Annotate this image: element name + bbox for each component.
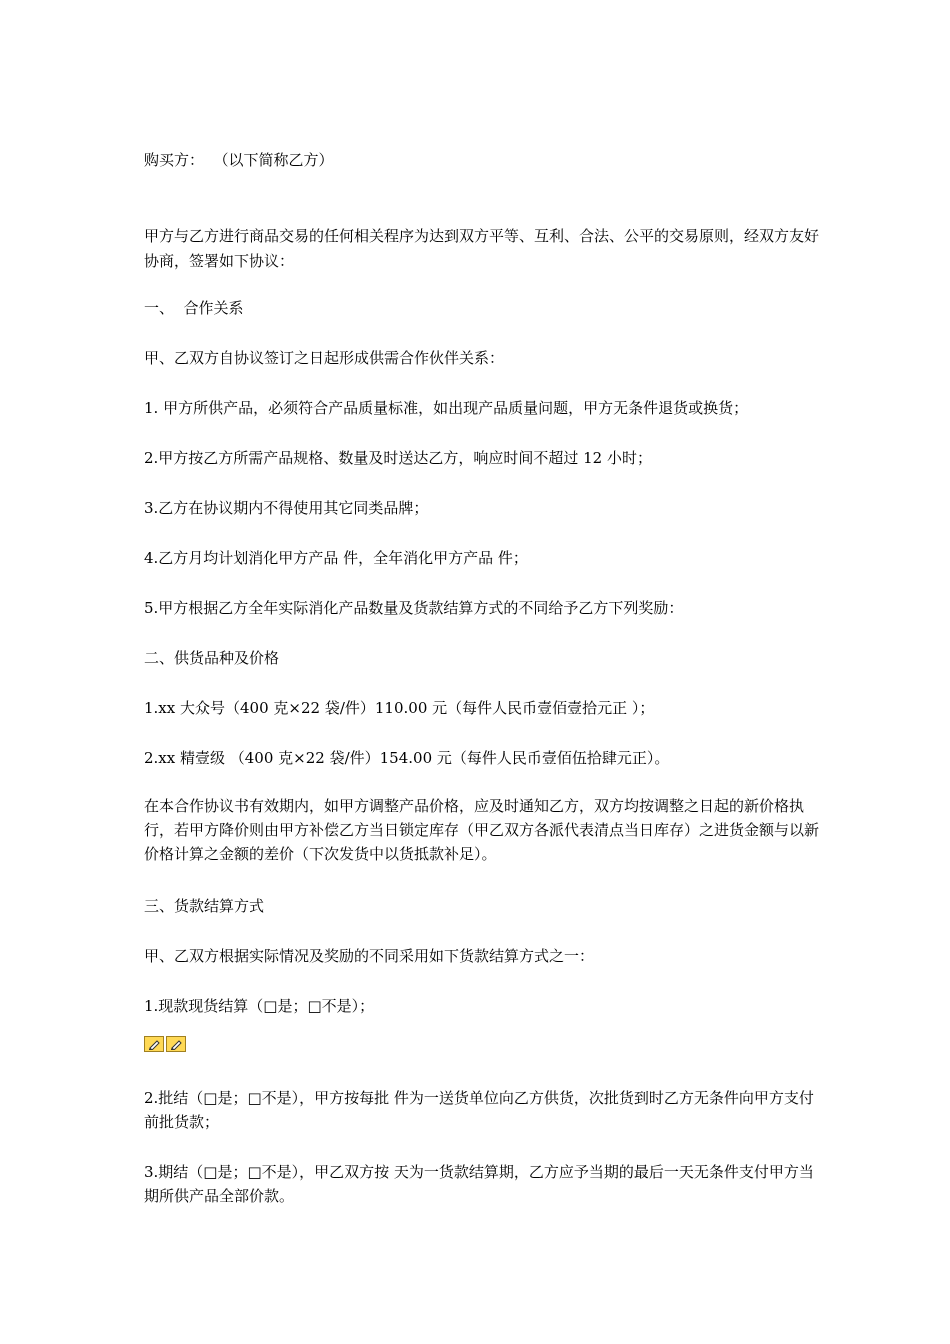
section3-lead: 甲、乙双方根据实际情况及奖励的不同采用如下货款结算方式之一： — [144, 947, 595, 965]
section1-item-4: 4.乙方月均计划消化甲方产品 件，全年消化甲方产品 件； — [144, 549, 528, 567]
section2-item-2: 2.xx 精壹级 （400 克×22 袋/件）154.00 元（每件人民币壹佰伍拾肆元正）。 — [144, 749, 670, 767]
section1-lead: 甲、乙双方自协议签订之日起形成供需合作伙伴关系： — [144, 349, 505, 367]
section1-item-1: 1. 甲方所供产品，必须符合产品质量标准，如出现产品质量问题，甲方无条件退货或换货； — [144, 399, 749, 417]
section2-heading: 二、供货品种及价格 — [144, 649, 280, 667]
section2-item-1: 1.xx 大众号（400 克×22 袋/件）110.00 元（每件人民币壹佰壹拾元正 ）； — [144, 699, 655, 717]
section3-heading: 三、货款结算方式 — [144, 897, 265, 915]
pencil-icon[interactable] — [144, 1036, 164, 1052]
section3-item-2: 2.批结（□是；□不是），甲方按每批 件为一送货单位向乙方供货，次批货到时乙方无条件向甲方支付前批货款； — [144, 1089, 814, 1131]
buyer-line: 购买方： （以下简称乙方） — [144, 151, 334, 169]
section2-note: 在本合作协议书有效期内，如甲方调整产品价格，应及时通知乙方，双方均按调整之日起的新价格执行，若甲方降价则由甲方补偿乙方当日锁定库存（甲乙双方各派代表清点当日库存）之进货金额与以新价格计算之金额的差价（下次发货中以货抵款补足）。 — [144, 797, 820, 863]
section3-item-3: 3.期结（□是；□不是），甲乙双方按 天为一货款结算期，乙方应予当期的最后一天无条件支付甲方当期所供产品全部价款。 — [144, 1163, 814, 1205]
section1-heading: 一、 合作关系 — [144, 299, 244, 317]
section1-item-3: 3.乙方在协议期内不得使用其它同类品牌； — [144, 499, 429, 517]
section1-item-2: 2.甲方按乙方所需产品规格、数量及时送达乙方，响应时间不超过 12 小时； — [144, 449, 652, 467]
embedded-object-icons[interactable] — [144, 1036, 186, 1054]
pencil-icon[interactable] — [166, 1036, 186, 1052]
section1-item-5: 5.甲方根据乙方全年实际消化产品数量及货款结算方式的不同给予乙方下列奖励： — [144, 599, 684, 617]
intro-paragraph: 甲方与乙方进行商品交易的任何相关程序为达到双方平等、互利、合法、公平的交易原则，经双方友好协商，签署如下协议： — [144, 227, 820, 270]
section3-item-1: 1.现款现货结算（□是；□不是）； — [144, 997, 375, 1015]
